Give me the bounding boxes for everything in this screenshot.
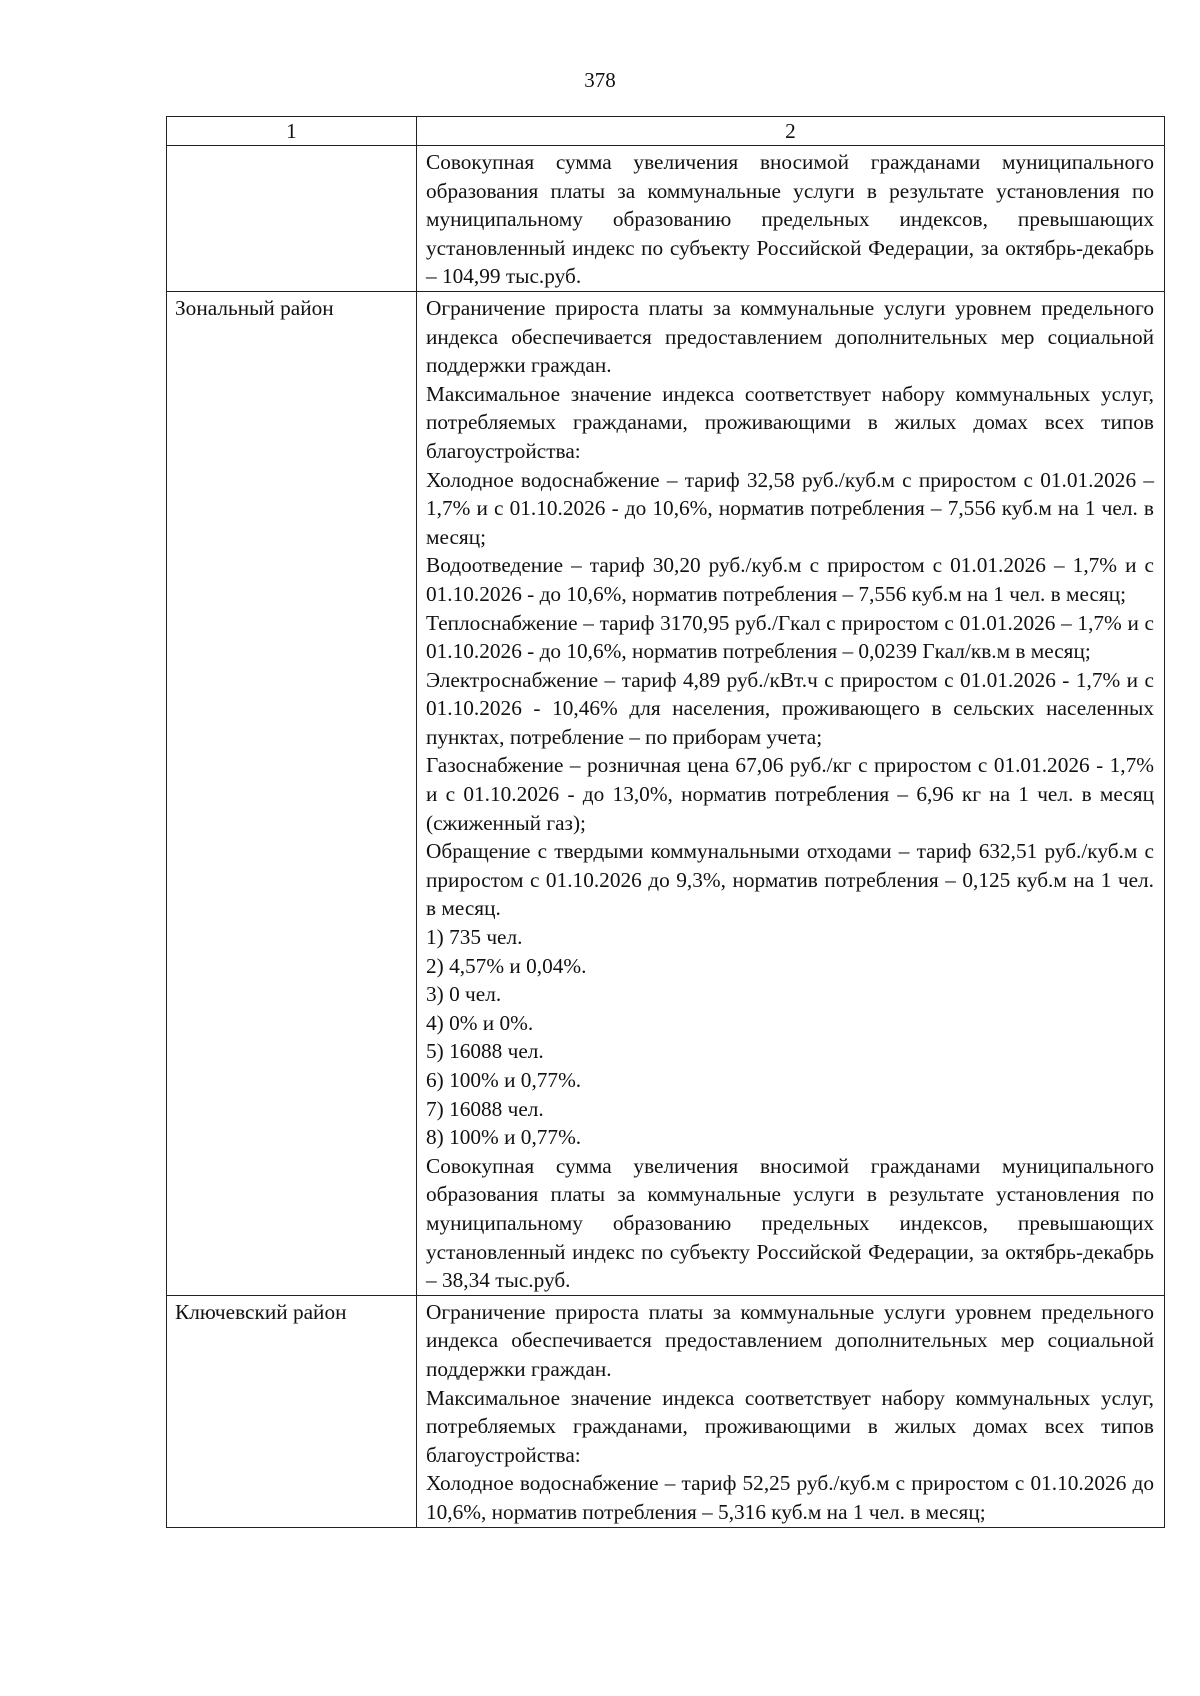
paragraph: Холодное водоснабжение – тариф 52,25 руб./куб.м с приростом с 01.10.2026 до 10,6%, норматив потребления – 5,316 куб.м на 1 чел. в месяц; [426, 1471, 1154, 1524]
column-header-2: 2 [417, 117, 1165, 146]
tariff-table [166, 116, 1165, 1528]
list-item: 2) 4,57% и 0,04%. [426, 953, 587, 978]
content-cell [417, 146, 1165, 292]
paragraph: Электроснабжение – тариф 4,89 руб./кВт.ч с приростом с 01.01.2026 - 1,7% и с 01.10.2026 - 10,46% для населения, проживающего в сельских населенных пунктах, потребление – по приборам учета; [426, 667, 1154, 749]
paragraph: Ограничение прироста платы за коммунальные услуги уровнем предельного индекса обеспечивается предоставлением дополнительных мер социальной поддержки граждан. [426, 295, 1154, 378]
column-header-1: 1 [167, 117, 417, 146]
list-item: 5) 16088 чел. [426, 1039, 544, 1064]
list-item: 6) 100% и 0,77%. [426, 1068, 582, 1092]
closing-paragraph: Совокупная сумма увеличения вносимой гражданами муниципального образования платы за коммунальные услуги в результате установления по муниципальному образованию предельных индексов, превышающих установленный индекс по субъекту Российской Федерации, за октябрь-декабрь – 38,34 тыс.руб. [426, 1153, 1154, 1293]
region-cell: Ключевский район [167, 1295, 417, 1527]
list-item: 4) 0% и 0%. [426, 1010, 534, 1035]
content-cell [417, 291, 1165, 1295]
paragraph: Максимальное значение индекса соответствует набору коммунальных услуг, потребляемых гражданами, проживающими в жилых домах всех типов благоустройства: [426, 381, 1154, 463]
paragraph: Водоотведение – тариф 30,20 руб./куб.м с приростом с 01.01.2026 – 1,7% и с 01.10.2026 - до 10,6%, норматив потребления – 7,556 куб.м на 1 чел. в месяц; [426, 553, 1154, 606]
table-header-row [167, 117, 1165, 146]
table-row [167, 291, 1165, 1295]
list-item: 1) 735 чел. [426, 925, 523, 950]
content-cell [417, 1295, 1165, 1527]
list-item: 8) 100% и 0,77%. [426, 1125, 582, 1150]
paragraph: Газоснабжение – розничная цена 67,06 руб./кг с приростом с 01.01.2026 - 1,7% и с 01.10.2026 - до 13,0%, норматив потребления – 6,96 кг на 1 чел. в месяц (сжиженный газ); [426, 753, 1154, 835]
paragraph: Совокупная сумма увеличения вносимой гражданами муниципального образования платы за коммунальные услуги в результате установления по муниципальному образованию предельных индексов, превышающих установленный индекс по субъекту Российской Федерации, за октябрь-декабрь – 104,99 тыс.руб. [426, 150, 1154, 289]
paragraph: Холодное водоснабжение – тариф 32,58 руб./куб.м с приростом с 01.01.2026 – 1,7% и с 01.10.2026 - до 10,6%, норматив потребления – 7,556 куб.м на 1 чел. в месяц; [426, 467, 1154, 549]
page-number: 378 [584, 68, 616, 92]
paragraph: Теплоснабжение – тариф 3170,95 руб./Гкал с приростом с 01.01.2026 – 1,7% и с 01.10.2026 - до 10,6%, норматив потребления – 0,0239 Гкал/кв.м в месяц; [426, 610, 1154, 664]
list-item: 3) 0 чел. [426, 982, 502, 1007]
paragraph: Максимальное значение индекса соответствует набору коммунальных услуг, потребляемых гражданами, проживающими в жилых домах всех типов благоустройства: [426, 1385, 1154, 1467]
table-row [167, 1295, 1165, 1527]
table-row [167, 146, 1165, 292]
region-cell [167, 146, 417, 292]
region-cell: Зональный район [167, 291, 417, 1295]
paragraph: Ограничение прироста платы за коммунальные услуги уровнем предельного индекса обеспечивается предоставлением дополнительных мер социальной поддержки граждан. [426, 1299, 1154, 1381]
list-item: 7) 16088 чел. [426, 1096, 544, 1121]
paragraph: Обращение с твердыми коммунальными отходами – тариф 632,51 руб./куб.м с приростом с 01.10.2026 до 9,3%, норматив потребления – 0,125 куб.м на 1 чел. в месяц. [426, 839, 1154, 921]
